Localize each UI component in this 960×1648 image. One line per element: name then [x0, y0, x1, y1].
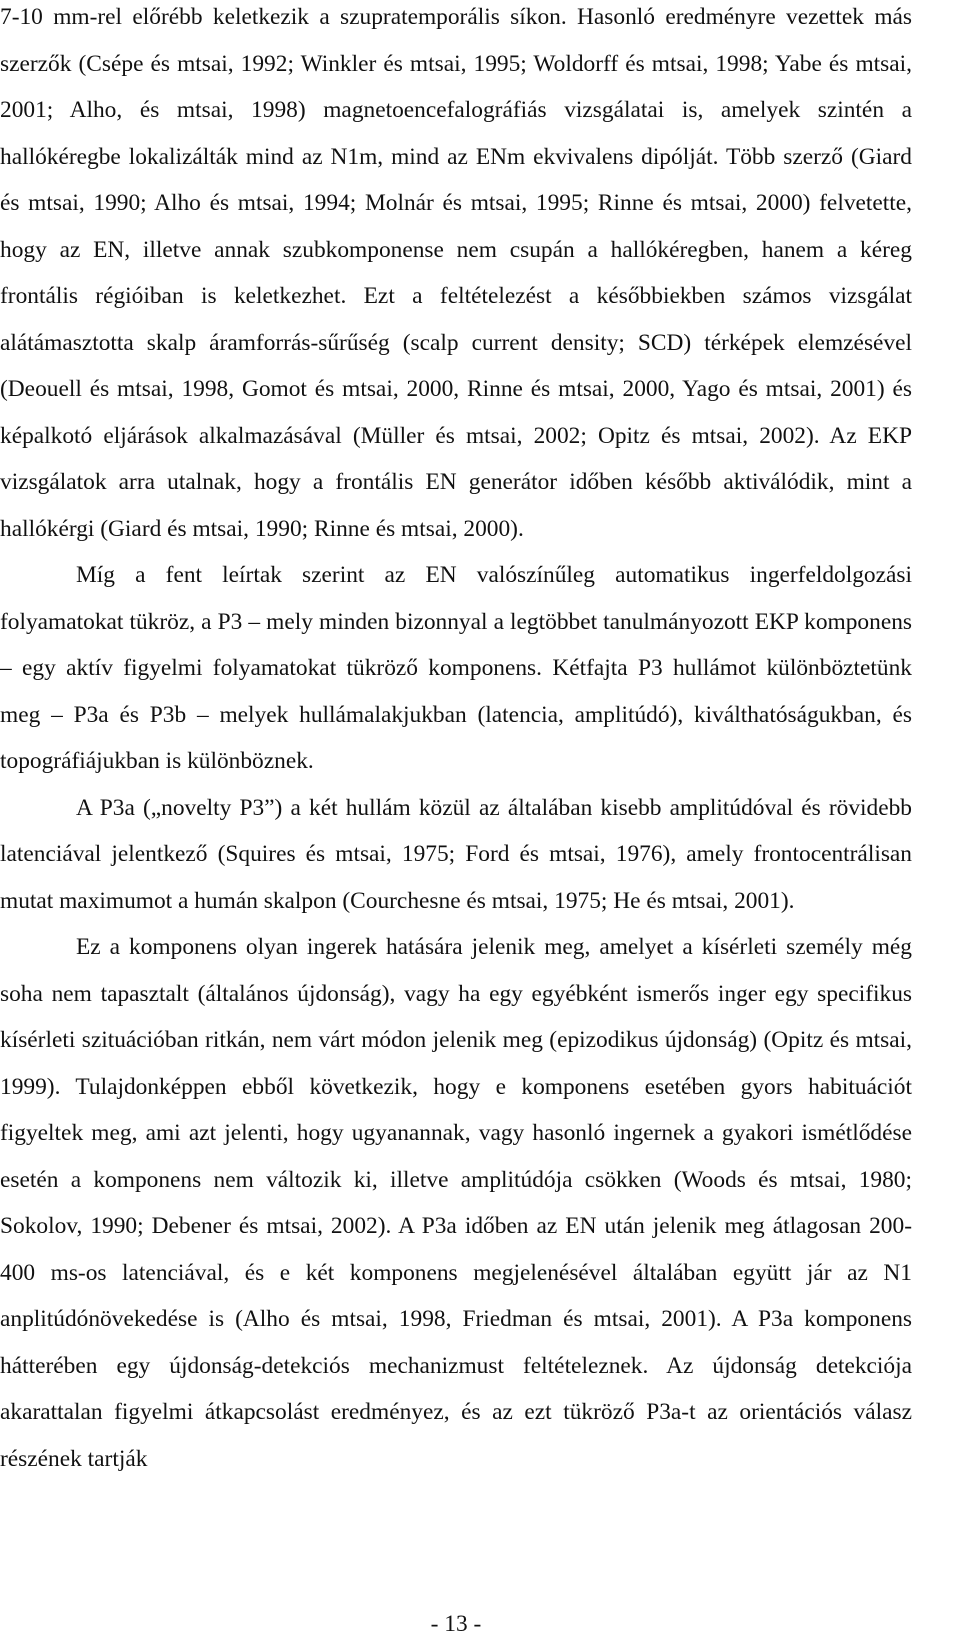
- paragraph-1: 7-10 mm-rel előrébb keletkezik a szupratemporális síkon. Hasonló eredményre vezettek más szerzők (Csépe és mtsai, 1992; Winkler és mtsai, 1995; Woldorff és mtsai, 1998; Yabe és mtsai, 2001; Alho, és mtsai, 1998) magnetoencefalográfiás vizsgálatai is, amelyek szintén a hallókéregbe lokalizálták mind az N1m, mind az ENm ekvivalens dipólját. Több szerző (Giard és mtsai, 1990; Alho és mtsai, 1994; Molnár és mtsai, 1995; Rinne és mtsai, 2000) felvetette, hogy az EN, illetve annak szubkomponense nem csupán a hallókéregben, hanem a kéreg frontális régióiban is keletkezhet. Ezt a feltételezést a későbbiekben számos vizsgálat alátámasztotta skalp áramforrás-sűrűség (scalp current density; SCD) térképek elemzésével (Deouell és mtsai, 1998, Gomot és mtsai, 2000, Rinne és mtsai, 2000, Yago és mtsai, 2001) és képalkotó eljárások alkalmazásával (Müller és mtsai, 2002; Opitz és mtsai, 2002). Az EKP vizsgálatok arra utalnak, hogy a frontális EN generátor időben később aktiválódik, mint a hallókérgi (Giard és mtsai, 1990; Rinne és mtsai, 2000).: [0, 4, 912, 542]
- paragraph-3: A P3a („novelty P3”) a két hullám közül az általában kisebb amplitúdóval és rövidebb latenciával jelentkező (Squires és mtsai, 1975; Ford és mtsai, 1976), amely frontocentrálisan mutat maximumot a humán skalpon (Courchesne és mtsai, 1975; He és mtsai, 2001).: [0, 794, 912, 914]
- page-number: - 13 -: [430, 1611, 482, 1637]
- paragraph-4: Ez a komponens olyan ingerek hatására jelenik meg, amelyet a kísérleti személy még soha nem tapasztalt (általános újdonság), vagy ha egy egyébként ismerős inger egy specifikus kísérleti szituációban ritkán, nem várt módon jelenik meg (epizodikus újdonság) (Opitz és mtsai, 1999). Tulajdonképpen ebből következik, hogy e komponens esetében gyors habituációt figyeltek meg, ami azt jelenti, hogy ugyanannak, vagy hasonló ingernek a gyakori ismétlődése esetén a komponens nem változik ki, illetve amplitúdója csökken (Woods és mtsai, 1980; Sokolov, 1990; Debener és mtsai, 2002). A P3a időben az EN után jelenik meg átlagosan 200-400 ms-os latenciával, és e két komponens megjelenésével általában együtt jár az N1 anplitúdónövekedése is (Alho és mtsai, 1998, Friedman és mtsai, 2001). A P3a komponens hátterében egy újdonság-detekciós mechanizmust feltételeznek. Az újdonság detekciója akarattalan figyelmi átkapcsolást eredményez, és az ezt tükröző P3a-t az orientációs válasz részének tartják: [0, 934, 912, 1472]
- paragraph-2: Míg a fent leírtak szerint az EN valószínűleg automatikus ingerfeldolgozási folyamatokat tükröz, a P3 – mely minden bizonnyal a legtöbbet tanulmányozott EKP komponens – egy aktív figyelmi folyamatokat tükröző komponens. Kétfajta P3 hullámot különböztetünk meg – P3a és P3b – melyek hullámalakjukban (latencia, amplitúdó), kiválthatóságukban, és topográfiájukban is különböznek.: [0, 562, 912, 774]
